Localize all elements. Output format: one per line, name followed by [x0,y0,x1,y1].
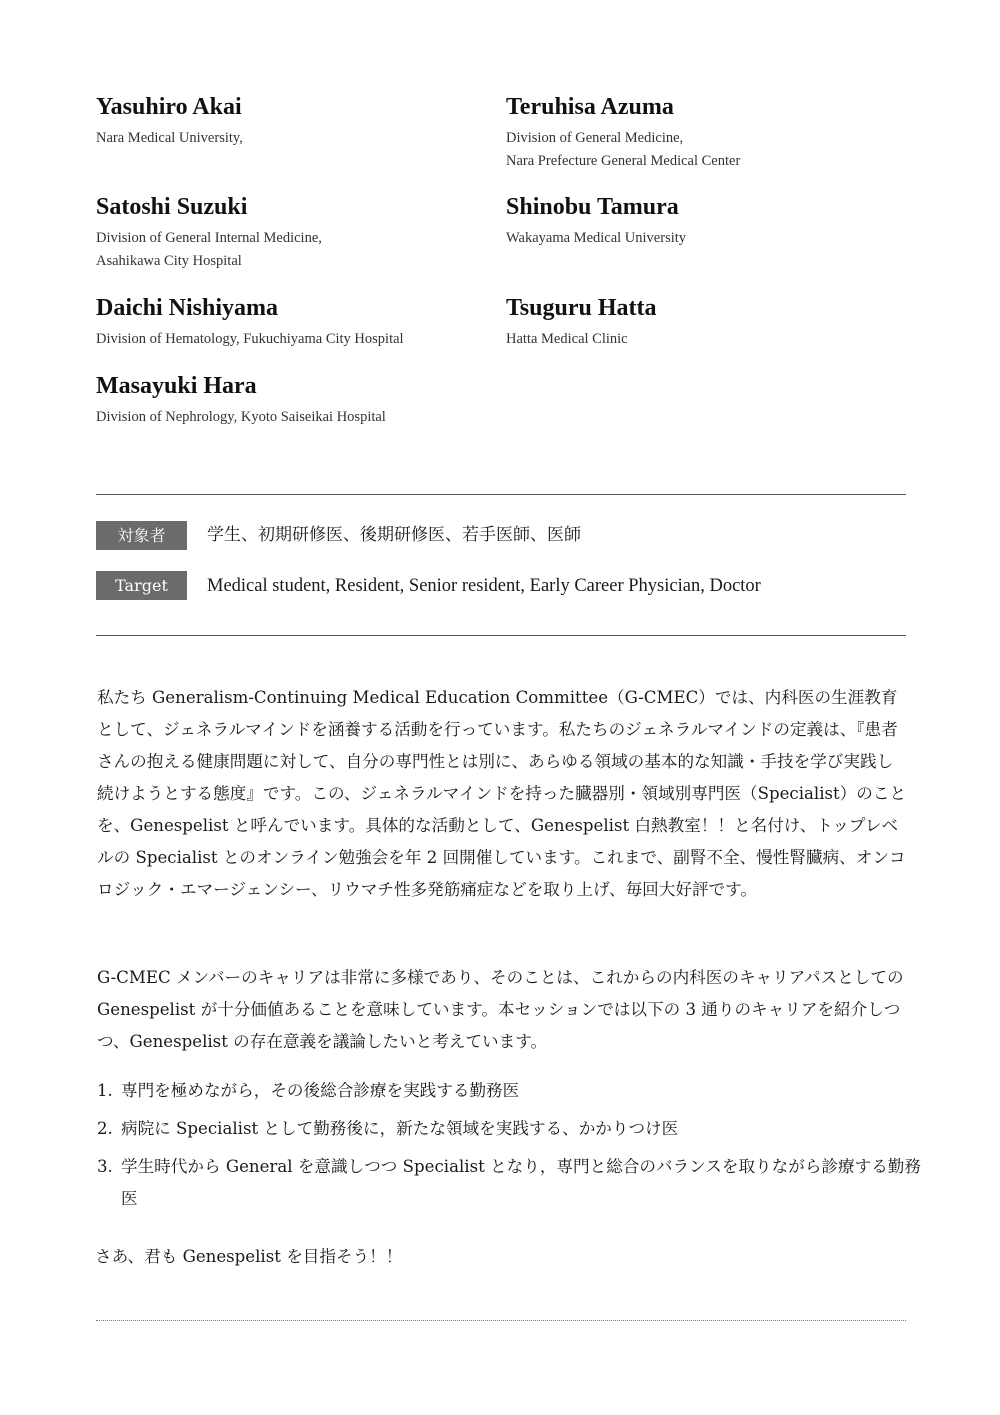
speaker-name: Tsuguru Hatta [506,295,657,321]
speaker-name: Satoshi Suzuki [96,194,248,220]
career-paragraph: G-CMEC メンバーのキャリアは非常に多様であり、そのことは、これからの内科医のキャリアパスとしての Genespelist が十分価値あることを意味しています。本セッションでは以下の 3 通りのキャリアを紹介しつつ、Genespelist の存在意義を議論したいと考えています。 [97,968,904,1051]
speaker-card [96,372,496,429]
speaker-name: Daichi Nishiyama [96,295,279,321]
dotted-divider [96,1320,906,1321]
list-item-text: 専門を極めながら，その後総合診療を実践する勤務医 [121,1081,520,1100]
closing-line: さあ、君も Genespelist を目指そう！！ [95,1247,403,1266]
list-item-text: 病院に Specialist として勤務後に，新たな領域を実践する、かかりつけ医 [121,1119,679,1138]
list-item-text: 学生時代から General を意識しつつ Specialist となり，専門と総合のバランスを取りながら診療する勤務医 [121,1157,921,1208]
speaker-affiliation: Wakayama Medical University [506,230,687,246]
divider-top [96,494,906,495]
speaker-card [96,294,496,351]
target-text-jp: 学生、初期研修医、後期研修医、若手医師、医師 [207,525,581,545]
speaker-affiliation: Division of General Internal Medicine, Asahikawa City Hospital [96,230,322,269]
speaker-card [96,93,496,150]
list-item [97,1113,937,1145]
target-text-en: Medical student, Resident, Senior resident, Early Career Physician, Doctor [207,576,761,596]
career-list [97,1075,937,1221]
speaker-affiliation: Division of Nephrology, Kyoto Saiseikai Hospital [96,409,386,425]
speaker-affiliation: Division of General Medicine, Nara Prefecture General Medical Center [506,130,741,169]
speaker-card [506,93,906,173]
list-item [97,1151,937,1215]
speaker-affiliation: Division of Hematology, Fukuchiyama City Hospital [96,331,404,347]
speaker-affiliation: Hatta Medical Clinic [506,331,628,347]
speaker-name: Masayuki Hara [96,373,257,399]
target-label-en: Target [96,571,187,600]
speaker-name: Yasuhiro Akai [96,94,242,120]
speaker-name: Teruhisa Azuma [506,94,674,120]
speaker-card [506,294,906,351]
target-label-jp: 対象者 [96,521,187,550]
list-item-number: 1. [97,1081,113,1100]
speaker-name: Shinobu Tamura [506,194,679,220]
speaker-card [506,193,906,250]
divider-bottom [96,635,906,636]
list-item [97,1075,937,1107]
list-item-number: 3. [97,1157,113,1176]
speaker-card [96,193,496,273]
list-item-number: 2. [97,1119,113,1138]
speaker-affiliation: Nara Medical University, [96,130,243,146]
intro-paragraph: 私たち Generalism-Continuing Medical Education Committee（G-CMEC）では、内科医の生涯教育として、ジェネラルマインドを涵養する活動を行っています。私たちのジェネラルマインドの定義は、『患者さんの抱える健康問題に対して、自分の専門性とは別に、あらゆる領域の基本的な知識・手技を学び実践し続けようとする態度』です。この、ジェネラルマインドを持った臓器別・領域別専門医（Specialist）のことを、Genespelist と呼んでいます。具体的な活動として、Genespelist 白熱教室！！と名付け、トップレベルの Specialist とのオンライン勉強会を年 2 回開催しています。これまで、副腎不全、慢性腎臓病、オンコロジック・エマージェンシー、リウマチ性多発筋痛症などを取り上げ、毎回大好評です。 [97,688,907,899]
